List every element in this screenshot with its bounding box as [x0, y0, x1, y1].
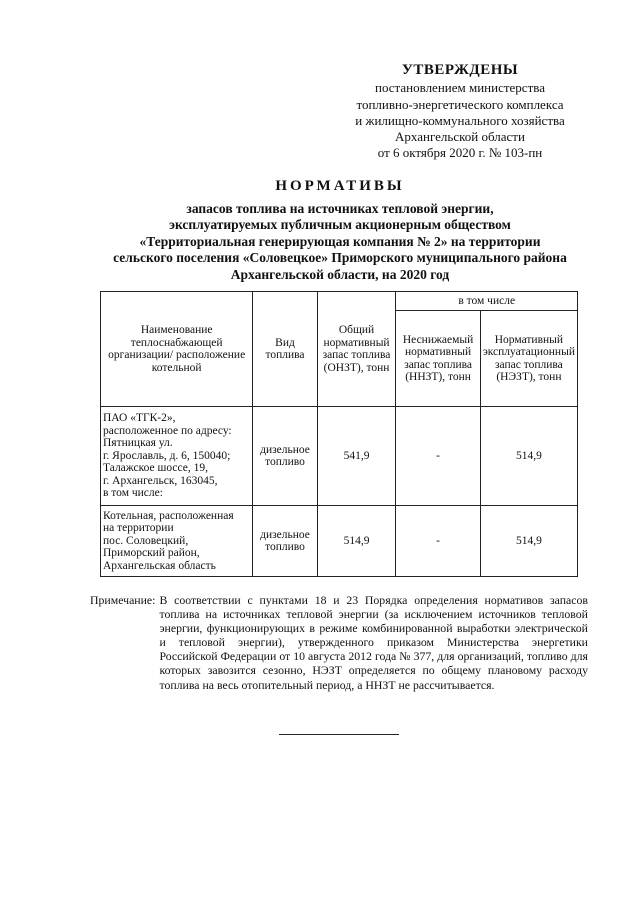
header-including: в том числе	[396, 292, 578, 311]
org-line: расположенное по адресу:	[103, 424, 232, 437]
title-line: эксплуатируемых публичным акционерным обществом	[169, 217, 511, 232]
approval-heading: УТВЕРЖДЕНЫ	[401, 62, 519, 78]
approval-line: от 6 октября 2020 г. № 103-пн	[377, 145, 543, 161]
header-org: Наименование теплоснабжающей организации/ расположение котельной	[101, 292, 253, 407]
separator-line	[279, 734, 399, 735]
org-line: Котельная, расположенная	[103, 509, 234, 522]
fuel-cell: дизельное топливо	[253, 506, 317, 577]
note-text: В соответствии с пунктами 18 и 23 Порядка определения нормативов запасов топлива на источниках тепловой энергии (за исключением источников тепловой энергии, функционирующих в режиме комбинированной выработки электрической и тепловой энергии), утвержденного приказом Министерства энергетики Российской Федерации от 10 августа 2012 года № 377, для организаций, топливо для которых завозится сезонно, НЭЗТ определяется по общему плановому расходу топлива на весь отопительный период, а ННЗТ не рассчитывается.	[159, 593, 588, 692]
org-line: г. Архангельск, 163045,	[103, 474, 218, 487]
org-cell	[101, 407, 253, 506]
title-line: запасов топлива на источниках тепловой энергии,	[186, 200, 494, 216]
table-row	[101, 506, 578, 577]
header-total: Общий нормативный запас топлива (ОНЗТ), тонн	[317, 292, 396, 407]
total-cell: 541,9	[317, 407, 396, 506]
org-line: на территории	[103, 522, 174, 535]
title-line: «Территориальная генерирующая компания № 2» на территории	[139, 233, 541, 249]
note-label: Примечание:	[90, 593, 156, 607]
document-title	[100, 178, 580, 283]
table-header-row	[101, 292, 578, 311]
approval-line: постановлением министерства	[374, 80, 545, 96]
title-line: сельского поселения «Соловецкое» Приморского муниципального района	[113, 250, 567, 265]
org-cell	[101, 506, 253, 577]
norms-table	[100, 291, 578, 577]
org-line: пос. Соловецкий,	[103, 534, 189, 547]
footnote	[90, 593, 588, 692]
org-line: Талажское шоссе, 19,	[103, 462, 208, 475]
nezt-cell: 514,9	[480, 506, 577, 577]
nnzt-cell: -	[396, 407, 480, 506]
table-row	[101, 407, 578, 506]
org-line: Архангельская область	[103, 559, 216, 572]
org-line: Пятницкая ул.	[103, 437, 173, 450]
org-line: в том числе:	[103, 487, 163, 500]
title-line: Архангельской области, на 2020 год	[230, 266, 450, 282]
org-line: г. Ярославль, д. 6, 150040;	[103, 449, 231, 462]
header-nnzt: Неснижаемый нормативный запас топлива (ННЗТ), тонн	[396, 311, 480, 407]
approval-line: и жилищно-коммунального хозяйства	[355, 112, 565, 128]
nezt-cell: 514,9	[480, 407, 577, 506]
approval-line: топливно-энергетического комплекса	[356, 96, 564, 112]
total-cell: 514,9	[317, 506, 396, 577]
approval-stamp	[330, 62, 590, 162]
org-line: ПАО «ТГК-2»,	[103, 412, 176, 425]
header-nezt: Нормативный эксплуатационный запас топлива (НЭЗТ), тонн	[480, 311, 577, 407]
title-main: НОРМАТИВЫ	[275, 178, 405, 194]
org-line: Приморский район,	[103, 547, 200, 560]
fuel-cell: дизельное топливо	[253, 407, 317, 506]
nnzt-cell: -	[396, 506, 480, 577]
approval-line: Архангельской области	[395, 129, 525, 145]
header-fuel-type: Вид топлива	[253, 292, 317, 407]
